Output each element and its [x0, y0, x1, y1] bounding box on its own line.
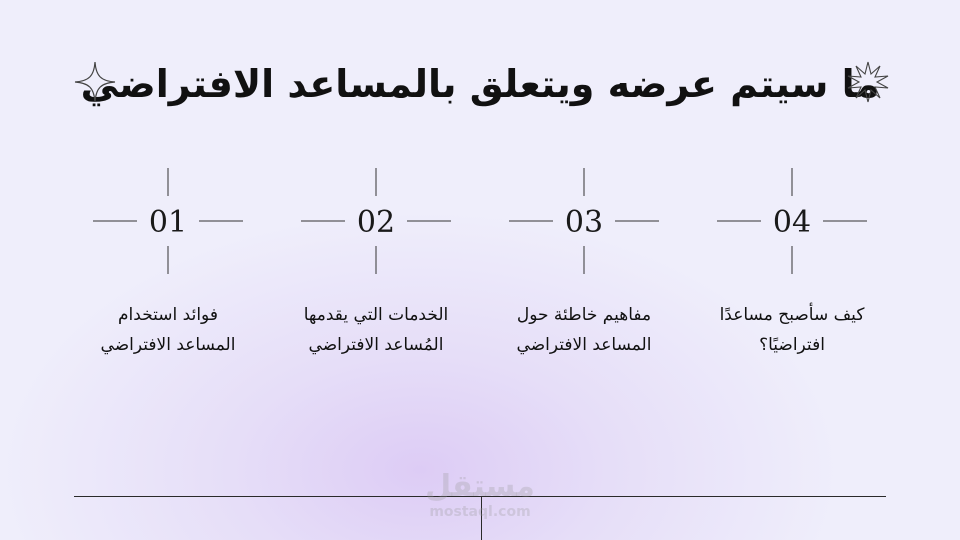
agenda-number: 04	[772, 205, 812, 240]
agenda-number: 02	[356, 205, 396, 240]
four-point-star-icon	[73, 60, 117, 104]
title-bar	[0, 56, 960, 112]
agenda-label	[276, 300, 476, 360]
page-title: ما سيتم عرضه ويتعلق بالمساعد الافتراضي	[80, 62, 880, 106]
watermark-arabic: مستقل	[425, 469, 535, 504]
agenda-label	[68, 300, 268, 360]
watermark-latin: mostaql.com	[429, 504, 531, 520]
agenda-label	[692, 300, 892, 360]
agenda-label-line: فوائد استخدام	[118, 305, 218, 325]
watermark	[400, 470, 560, 520]
agenda-label-line: الخدمات التي يقدمها	[303, 305, 449, 325]
agenda-label-line: المساعد الافتراضي	[516, 335, 652, 355]
agenda-number: 01	[148, 205, 188, 240]
agenda-label-line: مفاهيم خاطئة حول	[516, 305, 652, 325]
agenda-label-line: المساعد الافتراضي	[100, 335, 236, 355]
agenda-number: 03	[564, 205, 604, 240]
agenda-label-line: كيف سأصبح مساعدًا	[719, 305, 865, 325]
agenda-label-line: افتراضيًا؟	[759, 335, 825, 355]
agenda-label	[484, 300, 684, 360]
starburst-icon	[846, 60, 890, 104]
agenda-label-line: المُساعد الافتراضي	[308, 335, 444, 355]
